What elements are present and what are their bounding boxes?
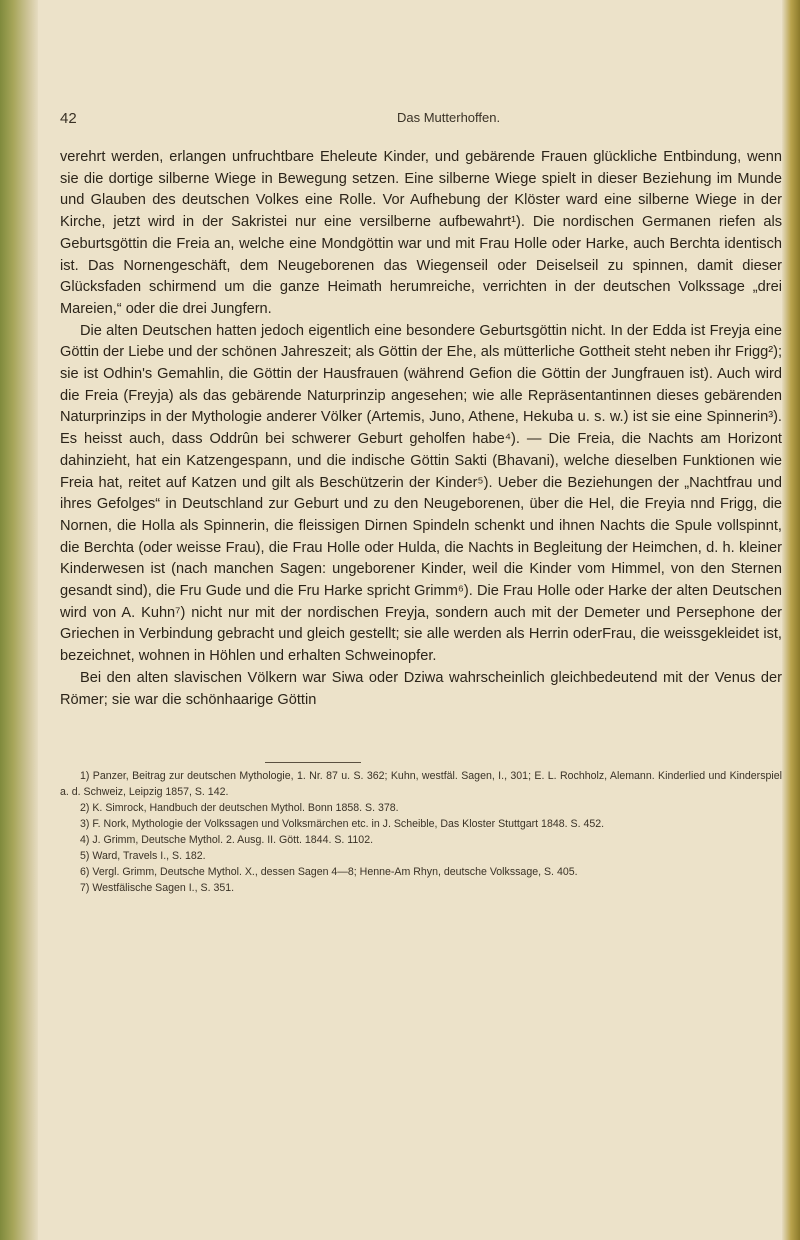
footnote-4: 4) J. Grimm, Deutsche Mythol. 2. Ausg. II. Gött. 1844. S. 1102.	[80, 834, 374, 846]
paragraph-2: Die alten Deutschen hatten jedoch eigentlich eine besondere Geburtsgöttin nicht. In der Edda ist Freyja eine Göttin der Liebe und der schönen Jahreszeit; als Göttin der Ehe, als mütterliche Gottheit steht neben ihr Frigg²); sie ist Odhin's Gemahlin, die Göttin der Hausfrauen (während Gefion die Göttin der Jungfrauen ist). Auch wird die Freia (Freyja) als das gebärende Naturprinzip angesehen; wie alle Repräsentantinnen dieses gebärenden Naturprinzips in der Mythologie anderer Völker (Artemis, Juno, Athene, Hekuba u. s. w.) ist sie eine Spinnerin³). Es heisst auch, dass Oddrûn bei schwerer Geburt geholfen habe⁴). — Die Freia, die Nachts am Horizont dahinzieht, hat ein Katzengespann, und die indische Göttin Sakti (Bhavani), welche dieselben Funktionen wie Freia hat, reitet auf Katzen und gilt als Beschützerin der Kinder⁵). Ueber die Beziehungen der „Nachtfrau und ihres Gefolges“ in Deutschland zur Geburt und zu den Neugeborenen, über die Hel, die Freyia nnd Frigg, die Nornen, die Holla als Spinnerin, die fleissigen Dirnen Spindeln schenkt und ihnen Nachts die Spule vollspinnt, die Berchta (oder weisse Frau), die Frau Holle oder Hulda, die Nachts in Begleitung der Heimchen, d. h. kleiner Kinderwesen ist (nach manchen Sagen: ungeborener Kinder, weil die Kinder vom Himmel, von den Sternen gesandt sind), die Fru Gude und die Fru Harke spricht Grimm⁶). Die Frau Holle oder Harke der alten Deutschen wird von A. Kuhn⁷) nicht nur mit der nordischen Freyja, sondern auch mit der Demeter und Persephone der Griechen in Verbindung gebracht und gleich gestellt; sie alle werden als Herrin oderFrau, die weissgekleidet ist, bezeichnet, wohnen in Höhlen und erhalten Schweinopfer.	[60, 322, 782, 665]
right-gutter-edge	[782, 0, 800, 1240]
footnotes	[60, 768, 782, 896]
footnote-7: 7) Westfälische Sagen I., S. 351.	[80, 882, 235, 894]
page-number: 42	[60, 110, 77, 127]
paragraph-3: Bei den alten slavischen Völkern war Siwa oder Dziwa wahrscheinlich gleichbedeutend mit der Venus der Römer; sie war die schönhaarige Göttin	[60, 669, 782, 708]
paragraph-1: verehrt werden, erlangen unfruchtbare Eheleute Kinder, und gebärende Frauen glückliche Entbindung, wenn sie die dortige silberne Wiege in Bewegung setzen. Eine silberne Wiege spielt in dieser Beziehung im Munde und Glauben des deutschen Volkes eine Rolle. Vor Aufhebung der Klöster ward eine silberne Wiege in der Kirche, jetzt wird in der Sakristei nur eine versilberne aufbewahrt¹). Die nordischen Germanen riefen als Geburtsgöttin die Freia an, welche eine Mondgöttin war und mit Frau Holle oder Harke, auch Berchta identisch ist. Das Nornengeschäft, dem Neugeborenen das Wiegenseil oder Deiselseil zu spinnen, damit dieser Glücksfaden schirmend um die ganze Heimath herumreiche, verrichten in der deutschen Volkssage „drei Mareien,“ oder die drei Jungfern.	[60, 149, 782, 317]
footnote-2: 2) K. Simrock, Handbuch der deutschen Mythol. Bonn 1858. S. 378.	[80, 802, 399, 814]
footnote-rule	[265, 762, 361, 763]
body-text	[60, 147, 782, 711]
book-page	[60, 0, 780, 1240]
footnote-1: 1) Panzer, Beitrag zur deutschen Mythologie, 1. Nr. 87 u. S. 362; Kuhn, westfäl. Sagen, I., 301; E. L. Rochholz, Alemann. Kinderlied und Kinderspiel a. d. Schweiz, Leipzig 1857, S. 142.	[60, 770, 782, 798]
footnote-6: 6) Vergl. Grimm, Deutsche Mythol. X., dessen Sagen 4—8; Henne-Am Rhyn, deutsche Volkssage, S. 405.	[80, 866, 578, 878]
running-head	[60, 110, 780, 130]
running-title: Das Mutterhoffen.	[397, 110, 501, 125]
footnote-5: 5) Ward, Travels I., S. 182.	[80, 850, 206, 862]
left-gutter-shadow	[0, 0, 38, 1240]
footnote-3: 3) F. Nork, Mythologie der Volkssagen und Volksmärchen etc. in J. Scheible, Das Kloster Stuttgart 1848. S. 452.	[80, 818, 605, 830]
